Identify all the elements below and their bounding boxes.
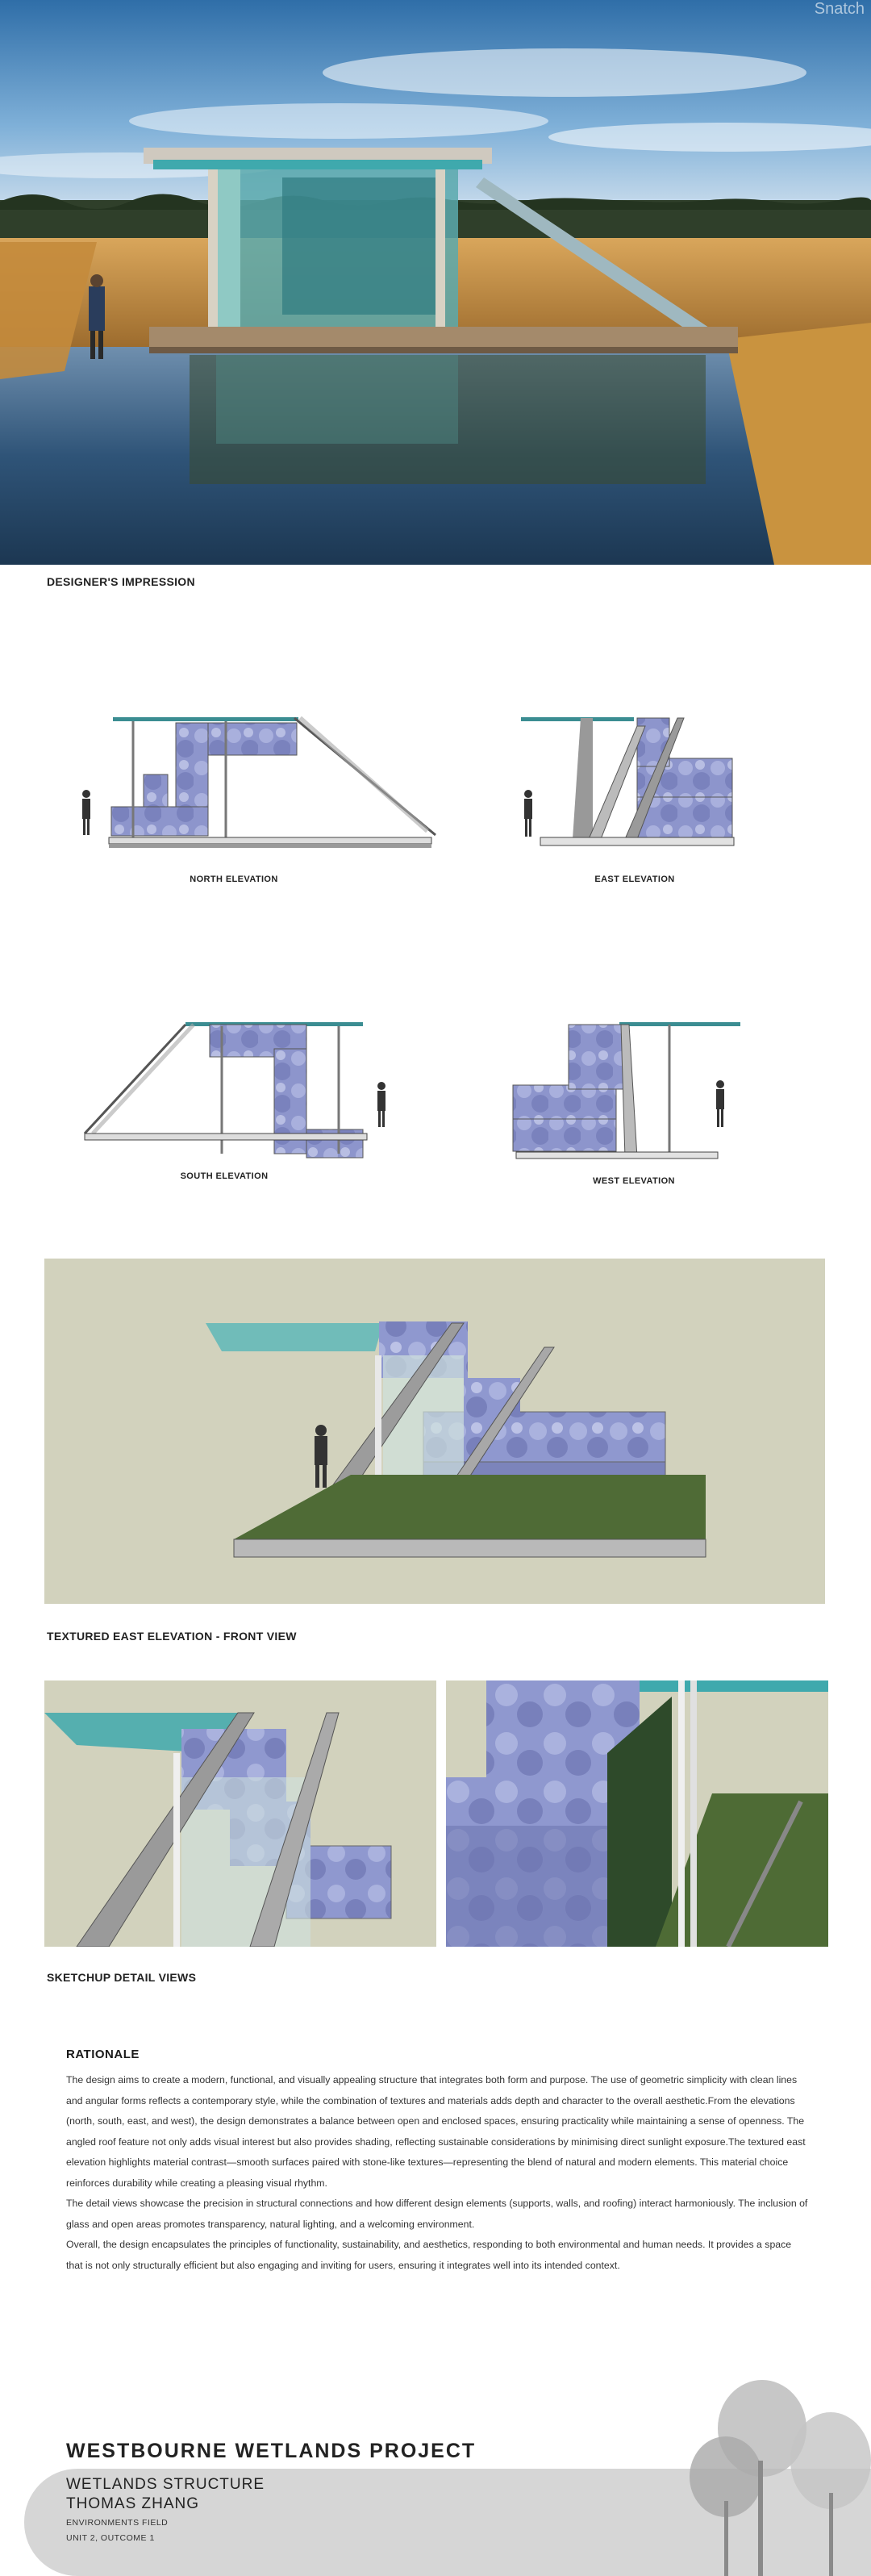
structure-title: WETLANDS STRUCTURE (66, 2476, 265, 2493)
textured-east-render (44, 1259, 825, 1604)
caption-sketchup-detail: SKETCHUP DETAIL VIEWS (47, 1971, 197, 1984)
project-title: WESTBOURNE WETLANDS PROJECT (66, 2440, 477, 2462)
caption-textured-east: TEXTURED EAST ELEVATION - FRONT VIEW (47, 1630, 297, 1643)
north-elevation-drawing (82, 717, 436, 848)
east-elevation-drawing (521, 717, 734, 845)
unit-label: UNIT 2, OUTCOME 1 (66, 2533, 155, 2543)
label-east-elevation: EAST ELEVATION (594, 875, 675, 884)
textured-east-illustration (44, 1259, 825, 1604)
label-north-elevation: NORTH ELEVATION (190, 875, 278, 884)
rationale-body (66, 2070, 808, 2276)
elevations-drawing (0, 694, 871, 1194)
field-label: ENVIRONMENTS FIELD (66, 2518, 169, 2528)
rationale-paragraph: Overall, the design encapsulates the principles of functionality, sustainability, and aesthetics, responding to both environmental and human needs. It provides a space that is not only structurally efficient but also engaging and inviting for users, ensuring it integrates well into its intended context. (66, 2239, 792, 2271)
hero-image (0, 0, 871, 565)
watermark: Snatch (814, 0, 865, 18)
tree-illustration (677, 2364, 871, 2576)
author-name: THOMAS ZHANG (66, 2495, 200, 2512)
rationale-title: RATIONALE (66, 2048, 140, 2061)
rationale-paragraph: The detail views showcase the precision in structural connections and how different design elements (supports, walls, and roofing) interact harmoniously. The inclusion of glass and open areas promotes transparency, natural lighting, and a welcoming environment. (66, 2198, 808, 2230)
label-west-elevation: WEST ELEVATION (593, 1176, 675, 1186)
detail-left-illustration (44, 1680, 436, 1947)
label-south-elevation: SOUTH ELEVATION (180, 1171, 269, 1181)
detail-right-illustration (446, 1680, 828, 1947)
west-elevation-drawing (513, 1022, 740, 1159)
rationale-paragraph: The design aims to create a modern, functional, and visually appealing structure that integrates both form and purpose. The use of geometric simplicity with clean lines and angular forms reflects a contemporary style, while the combination of textures and materials adds depth and character to the overall aesthetic.From the elevations (north, south, east, and west), the design demonstrates a balance between open and enclosed spaces, ensuring practicality while maintaining a sense of openness. The angled roof feature not only adds visual interest but also provides shading, reflecting sustainable considerations by minimising direct sunlight exposure.The textured east elevation highlights material contrast—smooth surfaces paired with stone-like textures—representing the blend of natural and modern elements. This material choice reinforces durability while creating a pleasing visual rhythm. (66, 2074, 806, 2189)
south-elevation-drawing (85, 1022, 385, 1158)
sketchup-detail-right (446, 1680, 828, 1947)
sketchup-detail-left (44, 1680, 436, 1947)
caption-designers-impression: DESIGNER'S IMPRESSION (47, 575, 195, 588)
hero-illustration (0, 0, 871, 565)
